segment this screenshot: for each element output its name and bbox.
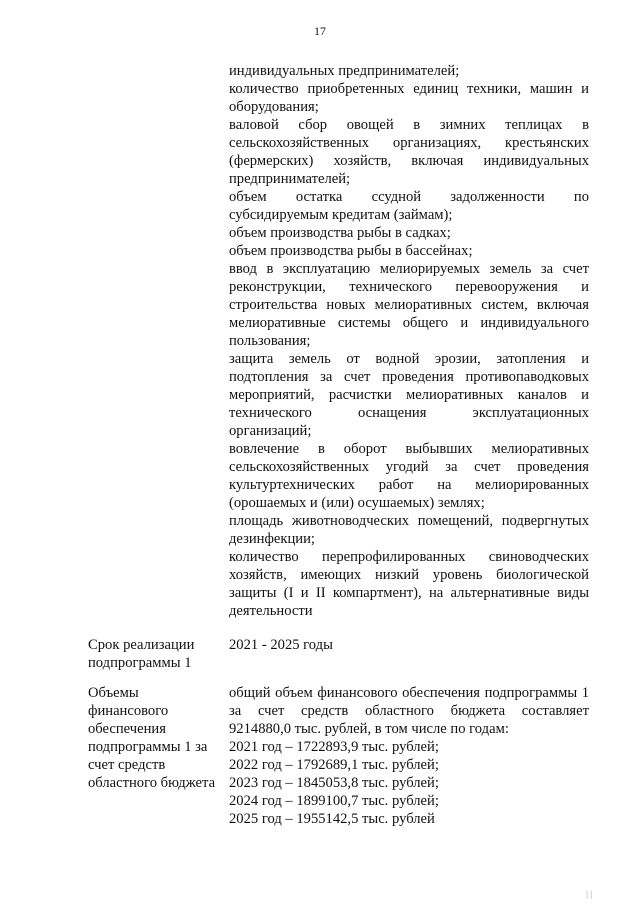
financing-year: 2022 год – 1792689,1 тыс. рублей; bbox=[229, 757, 439, 773]
indicator-item: количество перепрофилированных свиноводческих хозяйств, имеющих низкий уровень биологической защиты (I и II компартмент), на альтернативные виды деятельности bbox=[229, 549, 589, 619]
term-value bbox=[229, 636, 589, 654]
term-label bbox=[88, 636, 218, 672]
indicators-list bbox=[229, 62, 589, 620]
corner-mark: | | bbox=[586, 889, 592, 899]
financing-year: 2025 год – 1955142,5 тыс. рублей bbox=[229, 811, 435, 827]
financing-intro: общий объем финансового обеспечения подпрограммы 1 за счет средств областного бюджета составляет 9214880,0 тыс. рублей, в том числе по годам: bbox=[229, 685, 589, 737]
indicator-item: площадь животноводческих помещений, подвергнутых дезинфекции; bbox=[229, 513, 589, 547]
indicator-item: количество приобретенных единиц техники, машин и оборудования; bbox=[229, 81, 589, 115]
term-value-text: 2021 - 2025 годы bbox=[229, 637, 333, 653]
page-number: 17 bbox=[314, 24, 326, 38]
indicator-item: объем остатка ссудной задолженности по субсидируемым кредитам (займам); bbox=[229, 189, 589, 223]
indicator-item: вовлечение в оборот выбывших мелиоративных сельскохозяйственных угодий за счет проведения культуртехнических работ на мелиорированных (орошаемых и (или) осушаемых) землях; bbox=[229, 441, 589, 511]
indicator-item: объем производства рыбы в бассейнах; bbox=[229, 243, 473, 259]
financing-year: 2021 год – 1722893,9 тыс. рублей; bbox=[229, 739, 439, 755]
indicator-item: объем производства рыбы в садках; bbox=[229, 225, 451, 241]
financing-year: 2023 год – 1845053,8 тыс. рублей; bbox=[229, 775, 439, 791]
financing-year: 2024 год – 1899100,7 тыс. рублей; bbox=[229, 793, 439, 809]
term-label-text: Срок реализации подпрограммы 1 bbox=[88, 637, 195, 671]
financing-label bbox=[88, 684, 218, 792]
indicator-item: индивидуальных предпринимателей; bbox=[229, 63, 460, 79]
indicator-item: защита земель от водной эрозии, затопления и подтопления за счет проведения противопаводковых мероприятий, расчистки мелиоративных каналов и технического оснащения эксплуатационных организаций; bbox=[229, 351, 589, 439]
financing-label-text: Объемы финансового обеспечения подпрограммы 1 за счет средств областного бюджета bbox=[88, 685, 216, 791]
indicator-item: ввод в эксплуатацию мелиорируемых земель за счет реконструкции, технического перевооружения и строительства новых мелиоративных систем, включая мелиоративные системы общего и индивидуального пользования; bbox=[229, 261, 589, 349]
indicator-item: валовой сбор овощей в зимних теплицах в сельскохозяйственных организациях, крестьянских (фермерских) хозяйств, включая индивидуальных предпринимателей; bbox=[229, 117, 589, 187]
financing-value bbox=[229, 684, 589, 828]
